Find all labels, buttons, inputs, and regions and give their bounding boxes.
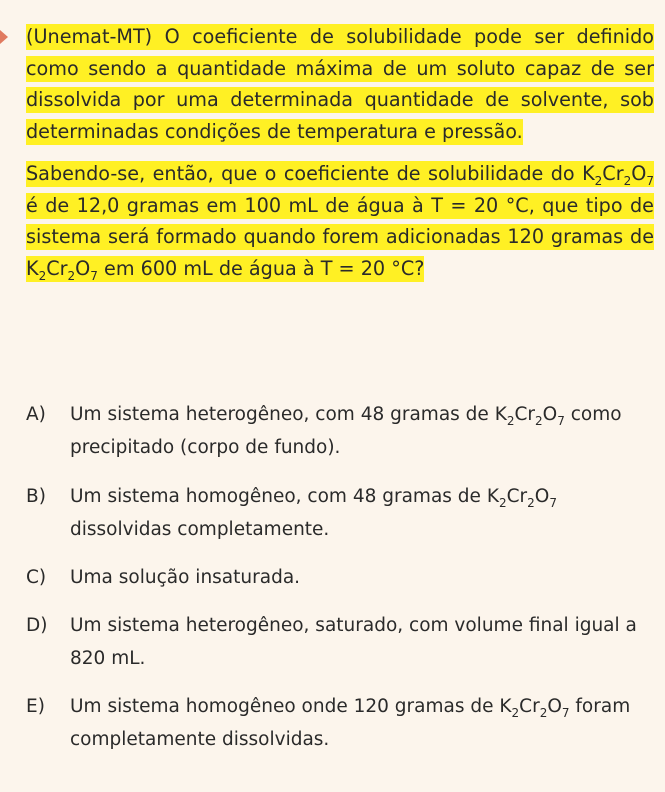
option-letter: E) [26, 696, 45, 717]
option-text: Uma solução insaturada. [70, 567, 301, 588]
chemical-formula: $K_2Cr_2O_7$ [26, 256, 98, 283]
option-letter: B) [26, 486, 46, 507]
highlight-paragraph-1: (Unemat-MT) O coeficiente de solubilidade pode ser definido como sendo a quantidade máxima de um soluto capaz de ser dissolvida por uma determinada quantidade de solvente, sob determinadas condições de temperatura e pressão. [26, 25, 654, 143]
chemical-formula: $K_2Cr_2O_7$ [494, 404, 565, 428]
question-paragraph-2 [26, 158, 654, 284]
question-marker-icon [0, 30, 8, 44]
answer-options [26, 398, 654, 756]
option-a[interactable] [26, 398, 654, 464]
question-paragraph-1 [26, 21, 654, 147]
chemical-formula: $K_2Cr_2O_7$ [486, 486, 557, 510]
chemical-formula: $K_2Cr_2O_7$ [582, 162, 654, 188]
option-c[interactable] [26, 561, 654, 594]
paragraph-2-text-after: em 600 mL de água à T = 20 °C? [104, 256, 425, 280]
option-b[interactable] [26, 480, 654, 546]
option-d[interactable] [26, 609, 654, 675]
paragraph-2-text-mid: é de 12,0 gramas em 100 mL de água à T = 20 °C, que tipo de sistema será formado quando forem adicionadas 120 gramas de [26, 193, 654, 248]
option-text: Um sistema homogêneo, com 48 gramas de $K_2Cr_2O_7$ dissolvidas completamente. [70, 486, 557, 540]
option-letter: C) [26, 567, 47, 588]
highlight-paragraph-2 [26, 161, 654, 282]
option-text: Um sistema heterogêneo, saturado, com volume final igual a 820 mL. [70, 615, 637, 669]
option-e[interactable] [26, 690, 654, 756]
option-letter: D) [26, 615, 48, 636]
question-statement [26, 21, 654, 295]
option-text: Um sistema heterogêneo, com 48 gramas de $K_2Cr_2O_7$ como precipitado (corpo de fundo). [70, 404, 622, 458]
paragraph-2-text-before: Sabendo-se, então, que o coeficiente de solubilidade do [26, 162, 575, 185]
option-text: Um sistema homogêneo onde 120 gramas de $K_2Cr_2O_7$ foram completamente dissolvidas. [70, 696, 631, 750]
option-letter: A) [26, 404, 46, 425]
chemical-formula: $K_2Cr_2O_7$ [499, 696, 570, 720]
